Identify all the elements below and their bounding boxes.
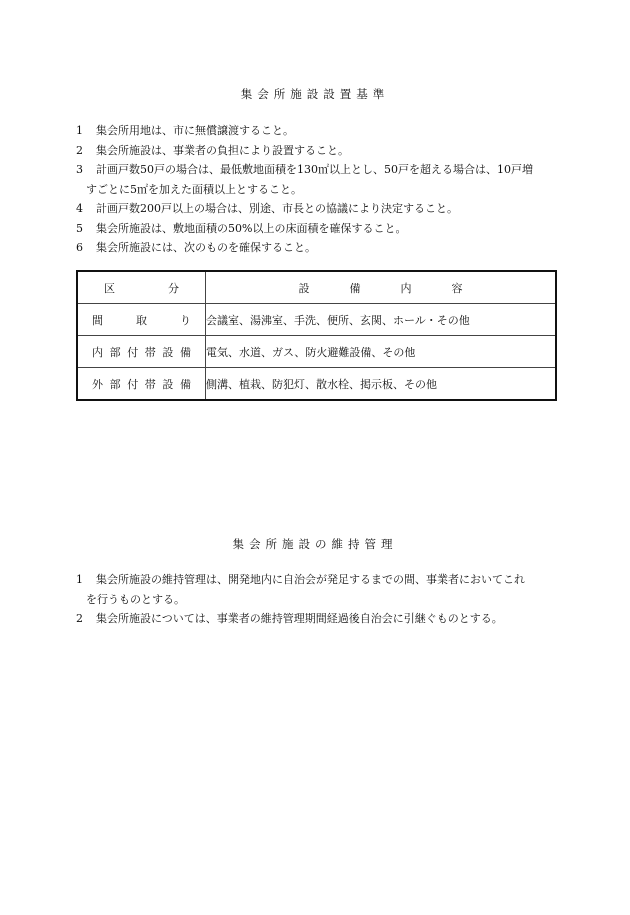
list-item [76,609,558,629]
item-number: 6 [76,241,83,254]
category-char: 取 [136,313,147,327]
category-char: 付 [127,377,139,391]
item-number: 4 [76,202,83,215]
content-cell: 側溝、植栽、防犯灯、散水栓、掲示板、その他 [206,368,557,401]
category-cell [77,368,206,401]
section-2-title: 集会所施設の維持管理 [232,537,398,551]
category-char: 備 [179,345,191,359]
header-char: 区 [104,281,115,295]
list-item [76,238,558,258]
category-cell [77,304,206,336]
category-char: り [180,313,191,327]
table-row [77,368,556,401]
item-number: 2 [76,612,83,625]
item-number: 1 [76,573,83,586]
category-char: 帯 [144,377,156,391]
item-text: 計画戸数50戸の場合は、最低敷地面積を130㎡以上とし、50戸を超える場合は、10戸増 [96,163,533,176]
category-char: 間 [92,313,103,327]
facility-table [76,270,557,401]
table-row [77,304,556,336]
list-item [76,199,558,219]
header-char: 備 [349,281,361,295]
category-char: 部 [109,377,121,391]
category-char: 設 [162,377,174,391]
item-text-continuation: すごとに5㎡を加えた面積以上とすること。 [86,182,302,196]
list-item [76,570,558,590]
list-item [76,219,558,239]
item-number: 1 [76,124,83,137]
item-text: 集会所施設は、敷地面積の50%以上の床面積を確保すること。 [96,221,407,235]
item-number: 2 [76,143,83,157]
section-1-title: 集会所施設設置基準 [240,87,390,101]
table-row [77,336,556,368]
content-cell: 電気、水道、ガス、防火避難設備、その他 [206,336,557,368]
maintenance-list [76,570,558,629]
standards-list [76,121,558,258]
item-text: 集会所施設には、次のものを確保すること。 [96,241,316,254]
list-item [76,160,558,180]
category-char: 外 [92,377,103,391]
category-cell [77,336,206,368]
item-text: 集会所施設については、事業者の維持管理期間経過後自治会に引継ぐものとする。 [96,612,503,625]
header-content-cell [206,271,557,304]
header-char: 容 [451,281,463,295]
category-char: 部 [109,345,121,359]
category-char: 設 [162,345,174,359]
item-number: 3 [76,163,83,176]
header-char: 設 [298,281,310,295]
category-char: 内 [92,345,103,359]
content-cell: 会議室、湯沸室、手洗、便所、玄関、ホール・その他 [206,304,557,336]
category-char: 付 [127,345,139,359]
table-header-row [77,271,556,304]
category-char: 備 [179,377,191,391]
item-text: 集会所施設の維持管理は、開発地内に自治会が発足するまでの間、事業者においてこれ [96,573,525,586]
item-text: 計画戸数200戸以上の場合は、別途、市長との協議により決定すること。 [96,202,458,215]
item-text: 集会所施設は、事業者の負担により設置すること。 [96,143,349,157]
item-number: 5 [76,221,83,235]
header-char: 内 [400,281,412,295]
header-category-cell [77,271,206,304]
category-char: 帯 [144,345,156,359]
list-item [76,121,558,141]
item-text-continuation: を行うものとする。 [86,592,185,606]
item-text: 集会所用地は、市に無償譲渡すること。 [96,124,294,137]
header-char: 分 [168,281,179,295]
list-item [76,141,558,161]
